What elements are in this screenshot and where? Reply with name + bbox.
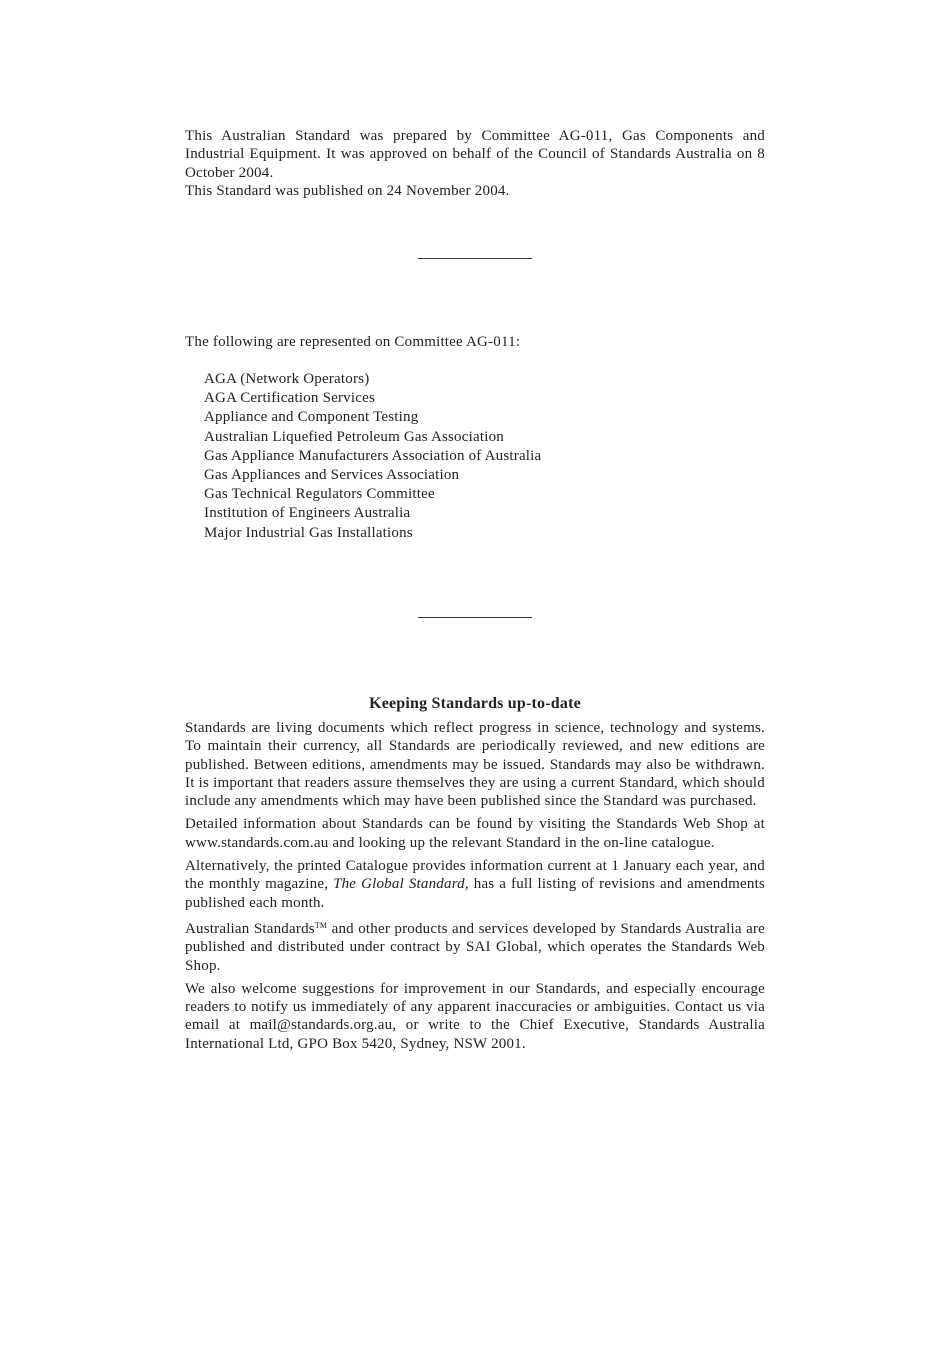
committee-intro: The following are represented on Committee AG-011:: [185, 334, 521, 350]
catalogue-text-after: , has a full listing of revisions and amendments published each month.: [185, 876, 765, 911]
brand-name: Australian Standards: [185, 920, 315, 937]
trademark-symbol: TM: [314, 920, 328, 930]
paragraph-living-documents: Standards are living documents which reflect progress in science, technology and systems. To maintain their currency, all Standards are periodically reviewed, and new editions are published. Between editions, amendments may be issued. Standards may also be withdrawn. It is important that readers assure themselves they are using a current Standard, which should include any amendments which may have been published since the Standard was purchased.: [185, 720, 765, 810]
committee-member: AGA (Network Operators): [204, 371, 370, 387]
section-divider-rule: [418, 258, 532, 259]
sai-global-text: and other products and services developed by Standards Australia are published and distributed under contract by SAI Global, which operates the Standards Web Shop.: [185, 920, 766, 974]
catalogue-text-before: Alternatively, the printed Catalogue provides information current at 1 January each year, and the monthly magazine,: [185, 858, 765, 893]
committee-member: Gas Technical Regulators Committee: [204, 486, 435, 503]
committee-member: Gas Appliance Manufacturers Association of Australia: [204, 447, 542, 464]
paragraph-web-shop: Detailed information about Standards can be found by visiting the Standards Web Shop at www.standards.com.au and looking up the relevant Standard in the on-line catalogue.: [185, 816, 765, 851]
magazine-title: The Global Standard: [333, 876, 465, 893]
keeping-standards-body: [185, 719, 765, 1058]
approval-statement: This Australian Standard was prepared by Committee AG-011, Gas Components and Industrial Equipment. It was approved on behalf of the Council of Standards Australia on 8 October 2004.: [185, 128, 765, 181]
committee-member: Gas Appliances and Services Association: [204, 467, 460, 484]
committee-member: Institution of Engineers Australia: [204, 505, 411, 522]
committee-member: Appliance and Component Testing: [204, 409, 419, 426]
committee-member: Major Industrial Gas Installations: [204, 524, 413, 541]
paragraph-catalogue: [185, 857, 765, 912]
committee-member: Australian Liquefied Petroleum Gas Association: [204, 428, 504, 445]
publication-date-statement: This Standard was published on 24 November 2004.: [185, 182, 510, 199]
paragraph-sai-global: [185, 917, 765, 975]
section-heading: Keeping Standards up-to-date: [369, 695, 581, 712]
committee-member-list: [204, 370, 541, 543]
committee-member: AGA Certification Services: [204, 390, 375, 407]
section-divider-rule: [418, 617, 532, 618]
paragraph-suggestions: We also welcome suggestions for improvement in our Standards, and especially encourage readers to notify us immediately of any apparent inaccuracies or ambiguities. Contact us via email at mail@standards.org.au, or write to the Chief Executive, Standards Australia International Ltd, GPO Box 5420, Sydney, NSW 2001.: [185, 980, 765, 1052]
approval-notice: [185, 127, 765, 200]
